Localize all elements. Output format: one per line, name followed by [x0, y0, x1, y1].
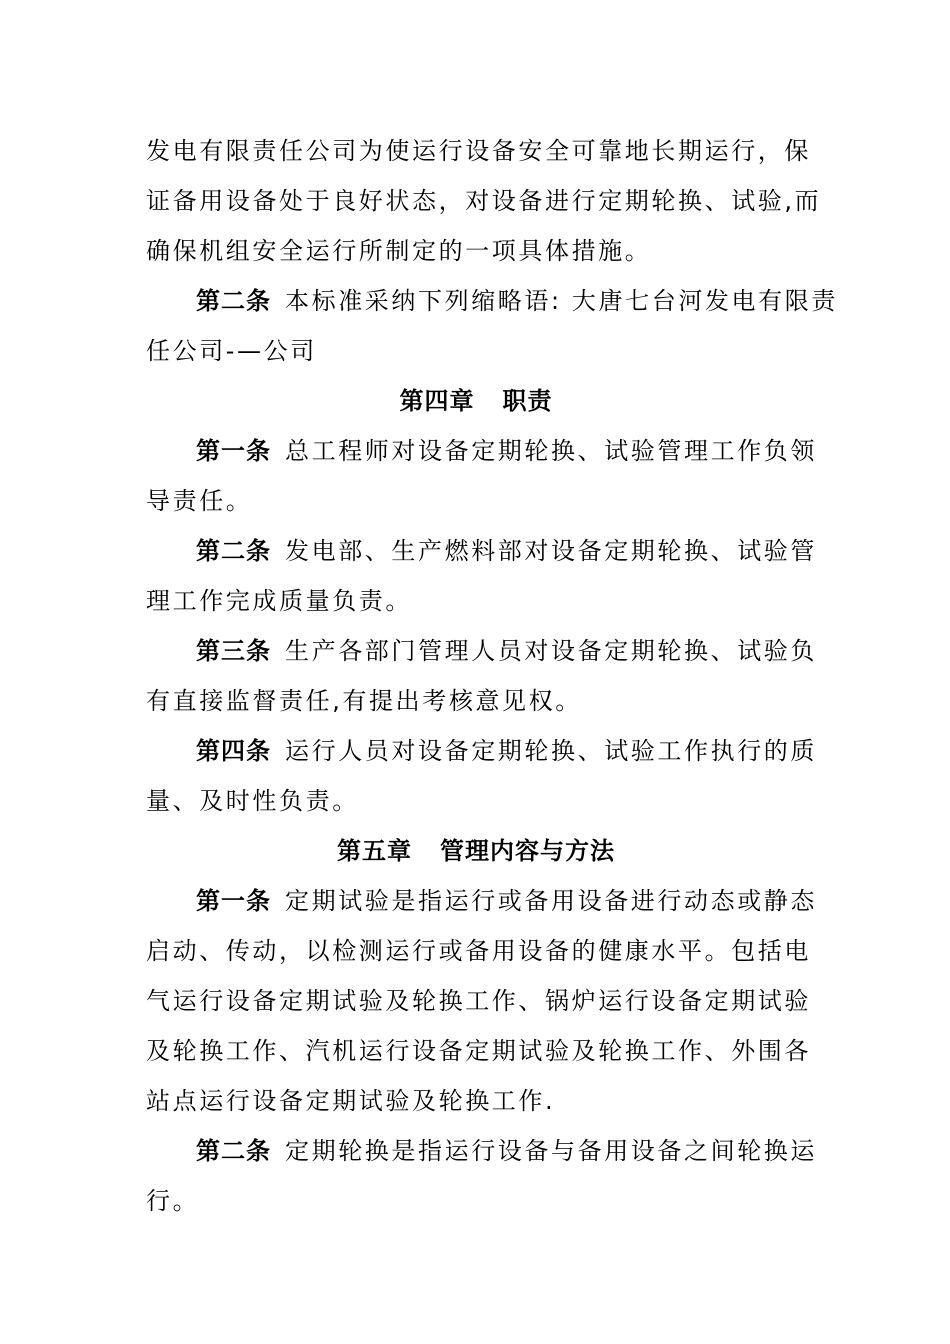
article-abbreviations — [146, 276, 838, 326]
chapter-number: 第五章 — [337, 837, 412, 865]
text-line: 启动、传动，以检测运行或备用设备的健康水平。包括电 — [146, 937, 811, 965]
article-text: 总工程师对设备定期轮换、试验管理工作负领 — [285, 437, 817, 465]
article — [146, 726, 817, 776]
article-label: 第四条 — [196, 737, 271, 765]
article — [146, 426, 817, 476]
article-text: 定期试验是指运行或备用设备进行动态或静态 — [285, 887, 817, 915]
text-line: 站点运行设备定期试验及轮换工作. — [146, 1087, 556, 1115]
text-line: 任公司-—公司 — [146, 337, 317, 365]
text-line: 量、及时性负责。 — [146, 787, 359, 815]
chapter-heading — [146, 826, 806, 876]
chapter-heading — [146, 376, 806, 426]
article — [146, 626, 817, 676]
text-line: 气运行设备定期试验及轮换工作、锅炉运行设备定期试验 — [146, 987, 811, 1015]
article-text: 生产各部门管理人员对设备定期轮换、试验负 — [285, 637, 817, 665]
article-text: 定期轮换是指运行设备与备用设备之间轮换运 — [285, 1137, 817, 1165]
article-text: 发电部、生产燃料部对设备定期轮换、试验管 — [285, 537, 817, 565]
article — [146, 526, 817, 576]
text-line: 发电有限责任公司为使运行设备安全可靠地长期运行，保 — [146, 137, 811, 165]
text-line: 导责任。 — [146, 487, 253, 515]
chapter-number: 第四章 — [399, 387, 475, 415]
article-label: 第一条 — [196, 437, 271, 465]
article-label: 第一条 — [196, 887, 271, 915]
document-body — [146, 126, 838, 1226]
chapter-title: 职责 — [502, 387, 553, 415]
text-line: 理工作完成质量负责。 — [146, 587, 412, 615]
article-label: 第三条 — [196, 637, 271, 665]
text-line: 及轮换工作、汽机运行设备定期试验及轮换工作、外围各 — [146, 1037, 811, 1065]
article-label: 第二条 — [196, 1137, 271, 1165]
text-line: 确保机组安全运行所制定的一项具体措施。 — [146, 237, 652, 265]
article — [146, 876, 817, 926]
article — [146, 1126, 817, 1176]
article-label: 第二条 — [196, 287, 271, 315]
article-label: 第二条 — [196, 537, 271, 565]
article-text: 本标准采纳下列缩略语: 大唐七台河发电有限责 — [285, 287, 838, 315]
chapter-title: 管理内容与方法 — [440, 837, 615, 865]
text-line: 行。 — [146, 1187, 200, 1215]
article-text: 运行人员对设备定期轮换、试验工作执行的质 — [285, 737, 817, 765]
text-line: 证备用设备处于良好状态，对设备进行定期轮换、试验,而 — [146, 187, 822, 215]
text-line: 有直接监督责任,有提出考核意见权。 — [146, 687, 582, 715]
